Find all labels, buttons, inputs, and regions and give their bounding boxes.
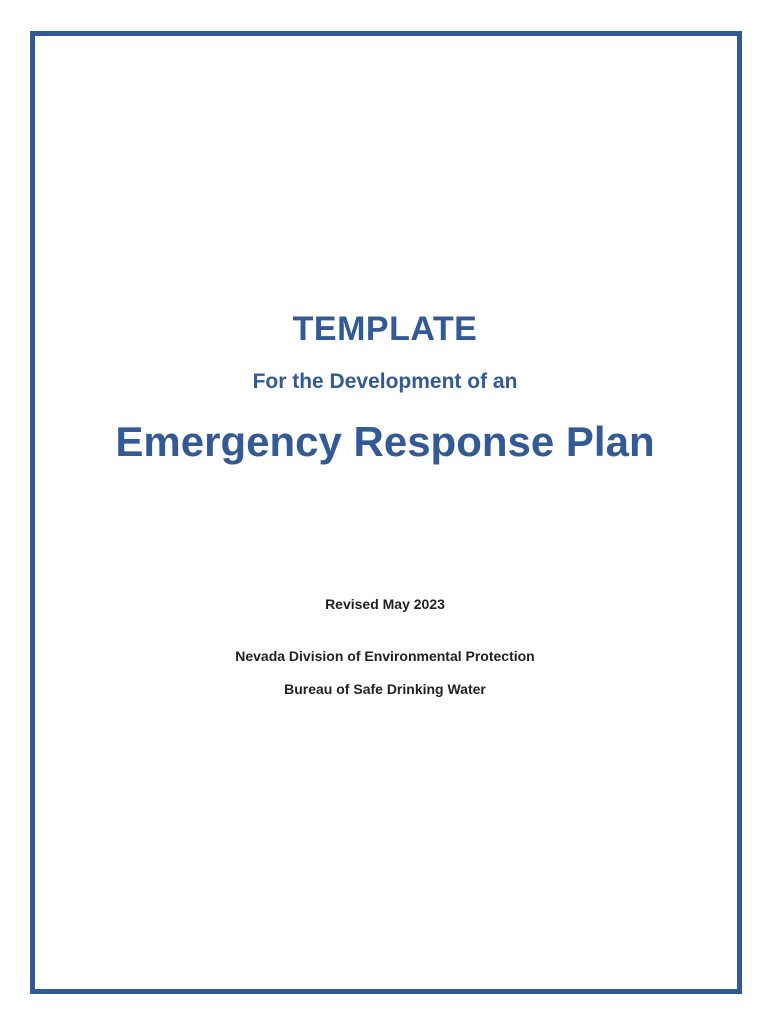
template-label: TEMPLATE <box>292 310 478 348</box>
bureau-name: Bureau of Safe Drinking Water <box>284 681 486 697</box>
page-border <box>30 31 742 994</box>
document-title: Emergency Response Plan <box>115 418 655 465</box>
document-subtitle: For the Development of an <box>252 370 518 393</box>
organization-name: Nevada Division of Environmental Protection <box>235 648 535 664</box>
revision-date: Revised May 2023 <box>325 596 445 612</box>
